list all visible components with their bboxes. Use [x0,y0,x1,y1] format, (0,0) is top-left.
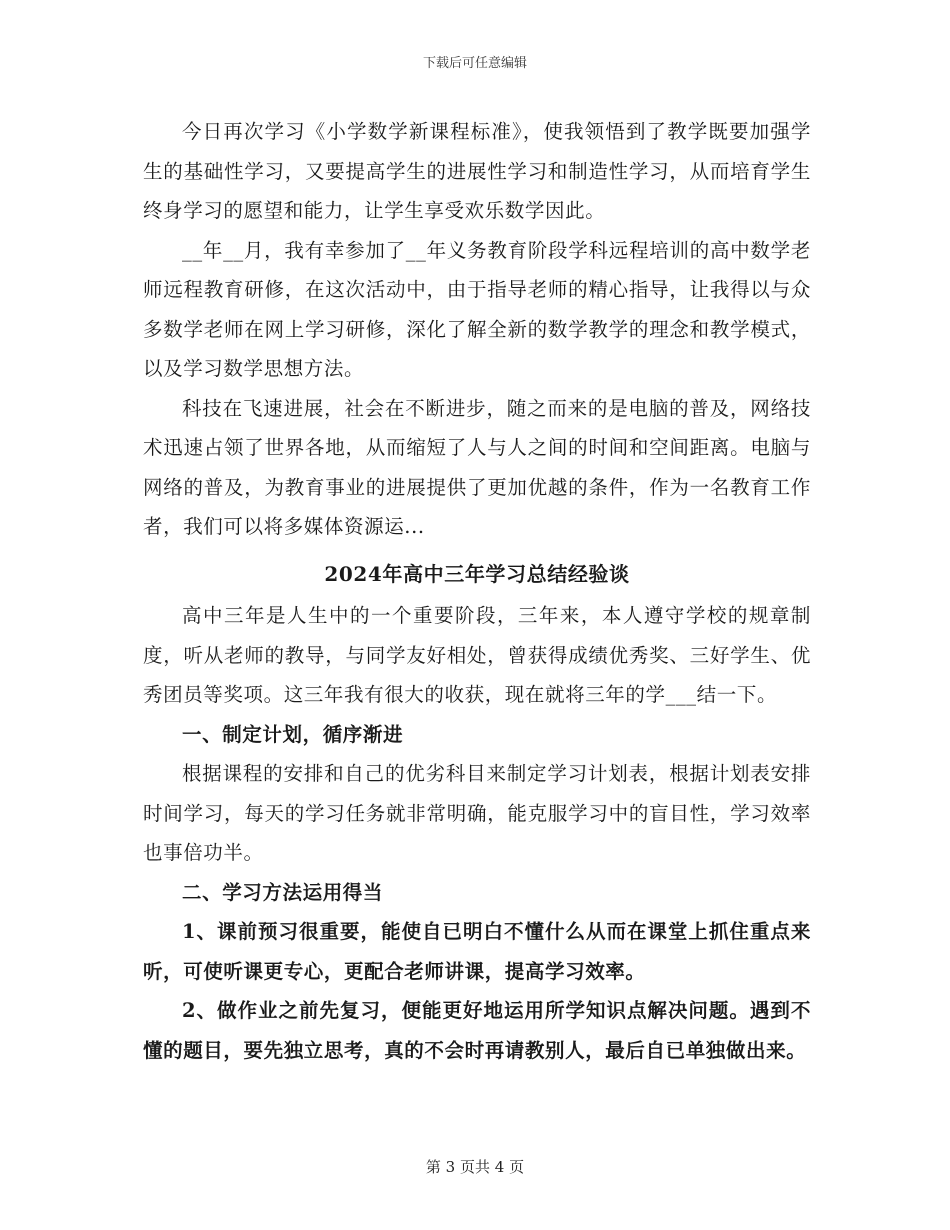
intro-paragraph: 高中三年是人生中的一个重要阶段，三年来，本人遵守学校的规章制度，听从老师的教导，与同学友好相处，曾获得成绩优秀奖、三好学生、优秀团员等奖项。这三年我有很大的收获，现在就将三年的学___结一下。 [143,604,811,706]
paragraph-3: 科技在飞速进展，社会在不断进步，随之而来的是电脑的普及，网络技术迅速占领了世界各地，从而缩短了人与人之间的时间和空间距离。电脑与网络的普及，为教育事业的进展提供了更加优越的条件，作为一名教育工作者，我们可以将多媒体资源运... [143,396,811,538]
paragraph-2: __年__月，我有幸参加了__年义务教育阶段学科远程培训的高中数学老师远程教育研修，在这次活动中，由于指导老师的精心指导，让我得以与众多数学老师在网上学习研修，深化了解全新的数学教学的理念和教学模式，以及学习数学思想方法。 [143,238,811,380]
article-title: 2024年高中三年学习总结经验谈 [324,561,630,586]
section-1-heading: 一、制定计划，循序渐进 [182,722,404,746]
section-1-body: 根据课程的安排和自己的优劣科目来制定学习计划表，根据计划表安排时间学习，每天的学习任务就非常明确，能克服学习中的盲目性，学习效率也事倍功半。 [143,762,811,864]
section-2-item-1: 1、课前预习很重要，能使自已明白不懂什么从而在课堂上抓住重点来听，可使听课更专心，更配合老师讲课，提高学习效率。 [143,920,811,983]
page-header: 下载后可任意编辑 [422,56,527,71]
document-body [143,112,811,1070]
section-2-heading: 二、学习方法运用得当 [182,880,384,904]
section-2-item-2: 2、做作业之前先复习，便能更好地运用所学知识点解决问题。遇到不懂的题目，要先独立思考，真的不会时再请教别人，最后自已单独做出来。 [143,999,811,1062]
paragraph-1: 今日再次学习《小学数学新课程标准》，使我领悟到了教学既要加强学生的基础性学习，又要提高学生的进展性学习和制造性学习，从而培育学生终身学习的愿望和能力，让学生享受欢乐数学因此。 [143,120,811,222]
page-footer: 第 3 页共 4 页 [425,1158,525,1176]
